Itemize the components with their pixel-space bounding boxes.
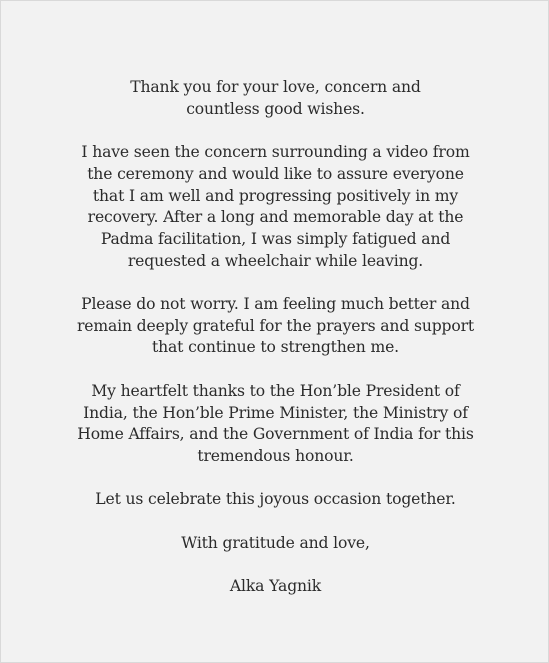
gratitude-paragraph xyxy=(1,294,549,359)
text-line: Padma facilitation, I was simply fatigued and xyxy=(100,229,451,248)
text-line: Thank you for your love, concern and xyxy=(130,78,421,96)
text-line: With gratitude and love, xyxy=(181,533,370,552)
text-line: recovery. After a long and memorable day at the xyxy=(87,208,464,227)
text-line: Please do not worry. I am feeling much better and xyxy=(81,295,470,313)
text-line: I have seen the concern surrounding a video from xyxy=(81,143,470,162)
text-line: requested a wheelchair while leaving. xyxy=(127,251,424,270)
text-line: India, the Hon’ble Prime Minister, the Ministry of xyxy=(83,403,468,422)
text-line: the ceremony and would like to assure everyone xyxy=(87,164,464,183)
text-line: tremendous honour. xyxy=(197,446,354,465)
thanks-paragraph xyxy=(1,381,549,468)
text-line: Alka Yagnik xyxy=(229,577,322,596)
signature-name xyxy=(1,576,549,598)
opening-paragraph xyxy=(1,77,549,120)
text-line: Let us celebrate this joyous occasion together. xyxy=(95,490,456,509)
text-line: My heartfelt thanks to the Hon’ble President of xyxy=(91,381,460,400)
closing-line xyxy=(1,533,549,555)
celebration-paragraph xyxy=(1,489,549,511)
text-line: countless good wishes. xyxy=(186,99,365,118)
text-line: Home Affairs, and the Government of India for this xyxy=(77,425,474,444)
text-line: remain deeply grateful for the prayers and support xyxy=(76,316,475,335)
text-line: that continue to strengthen me. xyxy=(152,338,399,357)
letter-body xyxy=(1,77,549,619)
reassurance-paragraph xyxy=(1,142,549,272)
text-line: that I am well and progressing positively in my xyxy=(92,186,459,205)
